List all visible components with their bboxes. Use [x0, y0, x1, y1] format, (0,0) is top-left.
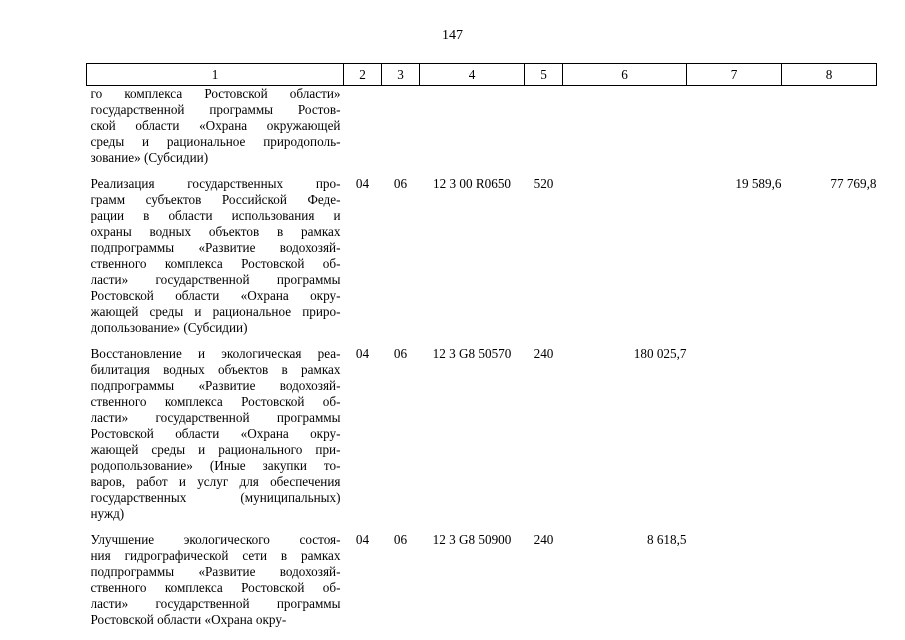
- expense-type-code: 240: [533, 346, 554, 361]
- amount-col-7: [687, 86, 782, 167]
- description-line: Восстановление и экологическая реа-: [90, 346, 341, 361]
- description-line: ской области «Охрана окружающей: [90, 118, 341, 133]
- header-col-2: 2: [344, 64, 382, 86]
- target-article-code: 12 3 00 R0650: [432, 176, 512, 191]
- description-line: Ростовской области «Охрана окру-: [90, 426, 341, 441]
- description-line: подпрограммы «Развитие водохозяй-: [90, 378, 341, 393]
- header-col-6: 6: [563, 64, 687, 86]
- header-col-3: 3: [382, 64, 420, 86]
- table-row: [87, 166, 877, 336]
- header-col-8: 8: [782, 64, 877, 86]
- table-row: [87, 522, 877, 628]
- table-body: [87, 86, 877, 629]
- expense-type-code: [525, 86, 563, 167]
- amount-col-7: 19 589,6: [735, 176, 782, 191]
- description-line: охраны водных объектов в рамках: [90, 224, 341, 239]
- section-code: [344, 86, 382, 167]
- row-description: [87, 522, 344, 628]
- amount-col-6: 8 618,5: [646, 532, 687, 547]
- description-line: нужд): [90, 506, 125, 521]
- description-line: рации в области использования и: [90, 208, 341, 223]
- description-line: государственных (муниципальных): [90, 490, 341, 505]
- description-line: ственного комплекса Ростовской об-: [90, 580, 341, 595]
- description-line: ласти» государственной программы: [90, 410, 341, 425]
- description-line: Реализация государственных про-: [90, 176, 341, 191]
- amount-col-8: [782, 336, 877, 522]
- amount-col-6: 180 025,7: [633, 346, 687, 361]
- expense-type-code: 520: [533, 176, 554, 191]
- target-article-code: 12 3 G8 50570: [432, 346, 512, 361]
- description-line: варов, работ и услуг для обеспечения: [90, 474, 341, 489]
- page-number: 147: [442, 28, 463, 43]
- table-row: [87, 86, 877, 167]
- header-col-5: 5: [525, 64, 563, 86]
- description-line: ственного комплекса Ростовской об-: [90, 394, 341, 409]
- subsection-code: [382, 86, 420, 167]
- description-line: родопользование» (Иные закупки то-: [90, 458, 341, 473]
- description-line: ласти» государственной программы: [90, 272, 341, 287]
- header-col-1: 1: [87, 64, 344, 86]
- description-line: грамм субъектов Российской Феде-: [90, 192, 341, 207]
- table-row: [87, 336, 877, 522]
- description-line: ственного комплекса Ростовской об-: [90, 256, 341, 271]
- header-row: [87, 64, 877, 86]
- row-description: [87, 166, 344, 336]
- description-line: допользование» (Субсидии): [90, 320, 248, 335]
- section-code: 04: [355, 532, 370, 547]
- row-description: [87, 336, 344, 522]
- target-article-code: [420, 86, 525, 167]
- description-line: государственной программы Ростов-: [90, 102, 341, 117]
- description-line: подпрограммы «Развитие водохозяй-: [90, 240, 341, 255]
- row-description: [87, 86, 344, 167]
- description-line: ласти» государственной программы: [90, 596, 341, 611]
- description-line: среды и рациональное природополь-: [90, 134, 341, 149]
- description-line: Ростовской области «Охрана окру-: [90, 288, 341, 303]
- description-line: билитация водных объектов в рамках: [90, 362, 341, 377]
- amount-col-8: [782, 86, 877, 167]
- section-code: 04: [355, 346, 370, 361]
- header-col-7: 7: [687, 64, 782, 86]
- subsection-code: 06: [393, 176, 408, 191]
- description-line: зование» (Субсидии): [90, 150, 209, 165]
- amount-col-7: [687, 522, 782, 628]
- header-col-4: 4: [420, 64, 525, 86]
- table-header: [87, 64, 877, 86]
- subsection-code: 06: [393, 532, 408, 547]
- amount-col-8: [782, 522, 877, 628]
- amount-col-7: [687, 336, 782, 522]
- amount-col-8: 77 769,8: [830, 176, 877, 191]
- expense-type-code: 240: [533, 532, 554, 547]
- description-line: Ростовской области «Охрана окру-: [90, 612, 287, 627]
- budget-table: [86, 63, 877, 628]
- description-line: ния гидрографической сети в рамках: [90, 548, 341, 563]
- amount-col-6: [563, 166, 687, 336]
- amount-col-6: [563, 86, 687, 167]
- description-line: го комплекса Ростовской области»: [90, 86, 341, 101]
- description-line: Улучшение экологического состоя-: [90, 532, 341, 547]
- target-article-code: 12 3 G8 50900: [432, 532, 512, 547]
- description-line: жающей среды и рациональное приро-: [90, 304, 341, 319]
- subsection-code: 06: [393, 346, 408, 361]
- section-code: 04: [355, 176, 370, 191]
- description-line: жающей среды и рационального при-: [90, 442, 341, 457]
- description-line: подпрограммы «Развитие водохозяй-: [90, 564, 341, 579]
